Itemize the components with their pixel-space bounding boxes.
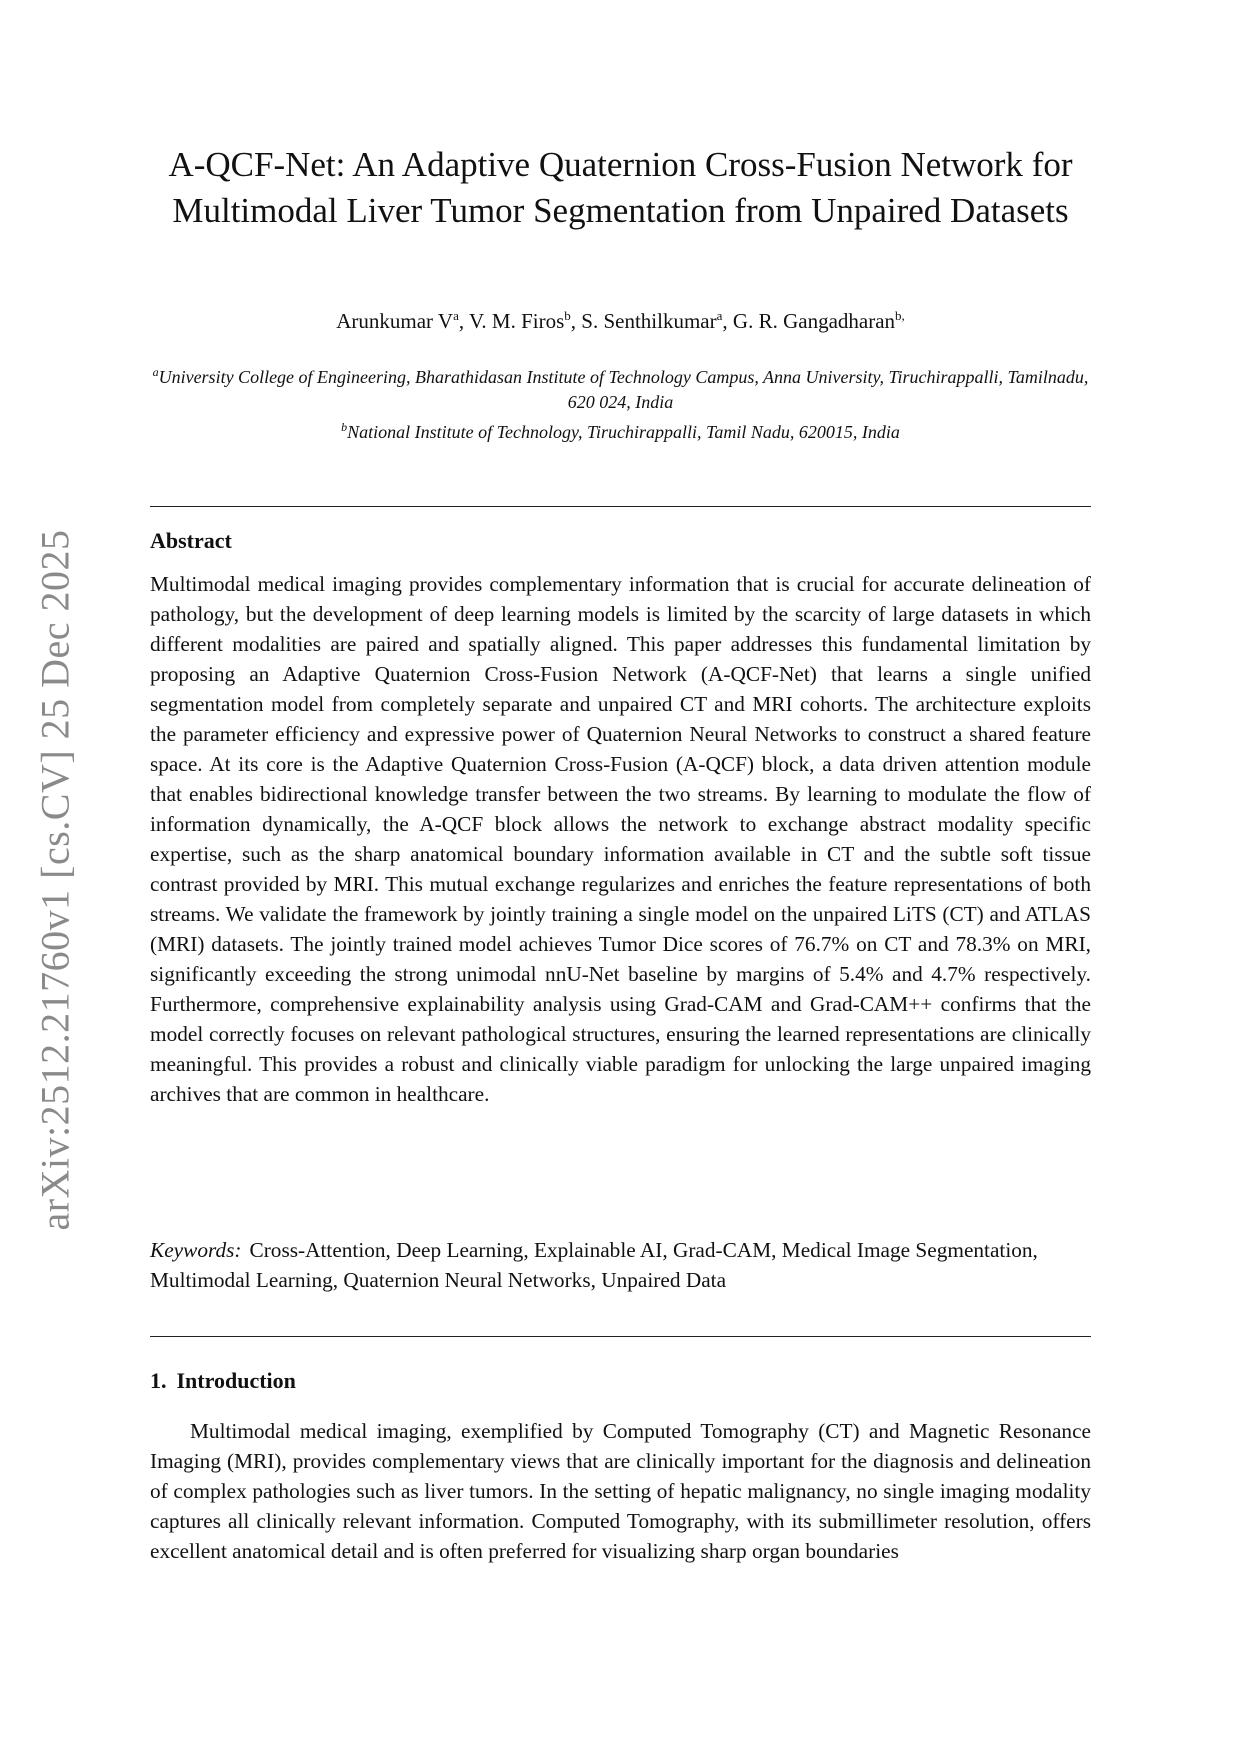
affiliation-a: $^a$University College of Engineering, Bharathidasan Institute of Technology Campus, Anna University, Tiruchirappalli, Tamilnadu, 620 024, India [152,365,1089,412]
top-rule [150,506,1091,507]
affiliations [150,360,1091,445]
arxiv-identifier: arXiv:2512.21760v1 [cs.CV] 25 Dec 2025 [32,529,78,1231]
author: S. Senthilkumar$^a$, [581,308,733,333]
introduction-text: Multimodal medical imaging, exemplified by Computed Tomography (CT) and Magnetic Resonance Imaging (MRI), provides complementary views that are clinically important for the diagnosis and delineation of complex pathologies such as liver tumors. In the setting of hepatic malignancy, no single imaging modality captures all clinically relevant information. Computed Tomography, with its submillimeter resolution, offers excellent anatomical detail and is often preferred for visualizing sharp organ boundaries [150,1419,1091,1563]
affiliation-b: $^b$National Institute of Technology, Tiruchirappalli, Tamil Nadu, 620015, India [341,420,900,442]
keywords-text: Cross-Attention, Deep Learning, Explainable AI, Grad-CAM, Medical Image Segmentation, Multimodal Learning, Quaternion Neural Networks, Unpaired Data [150,1238,1038,1292]
section-number: 1. [150,1368,167,1393]
author: Arunkumar $V^a$, [336,308,469,333]
arxiv-identifier-sidebar [32,490,78,1270]
section-heading-introduction [150,1368,296,1394]
paper-title: A-QCF-Net: An Adaptive Quaternion Cross-Fusion Network for Multimodal Liver Tumor Segmentation from Unpaired Datasets [168,145,1073,230]
section-title: Introduction [176,1368,296,1393]
abstract-text: Multimodal medical imaging provides complementary information that is crucial for accurate delineation of pathology, but the development of deep learning models is limited by the scarcity of large datasets in which different modalities are paired and spatially aligned. This paper addresses this fundamental limitation by proposing an Adaptive Quaternion Cross-Fusion Network (A-QCF-Net) that learns a single unified segmentation model from completely separate and unpaired CT and MRI cohorts. The architecture exploits the parameter efficiency and expressive power of Quaternion Neural Networks to construct a shared feature space. At its core is the Adaptive Quaternion Cross-Fusion (A-QCF) block, a data driven attention module that enables bidirectional knowledge transfer between the two streams. By learning to modulate the flow of information dynamically, the A-QCF block allows the network to exchange abstract modality specific expertise, such as the sharp anatomical boundary information available in CT and the subtle soft tissue contrast provided by MRI. This mutual exchange regularizes and enriches the feature representations of both streams. We validate the framework by jointly training a single model on the unpaired LiTS (CT) and ATLAS (MRI) datasets. The jointly trained model achieves Tumor Dice scores of 76.7% on CT and 78.3% on MRI, significantly exceeding the strong unimodal nnU-Net baseline by margins of 5.4% and 4.7% respectively. Furthermore, comprehensive explainability analysis using Grad-CAM and Grad-CAM++ confirms that the model correctly focuses on relevant pathological structures, ensuring the learned representations are clinically meaningful. This provides a robust and clinically viable paradigm for unlocking the large unpaired imaging archives that are common in healthcare. [150,572,1091,1106]
abstract-heading: Abstract [150,528,232,553]
author: G. R. Gangadharan$^{b,}$ [732,308,905,333]
keywords [150,1235,1091,1295]
keywords-label: Keywords: [150,1238,242,1262]
author-list [150,308,1091,334]
author: V. M. Firos$^b$, [468,308,582,333]
bottom-rule [150,1336,1091,1337]
